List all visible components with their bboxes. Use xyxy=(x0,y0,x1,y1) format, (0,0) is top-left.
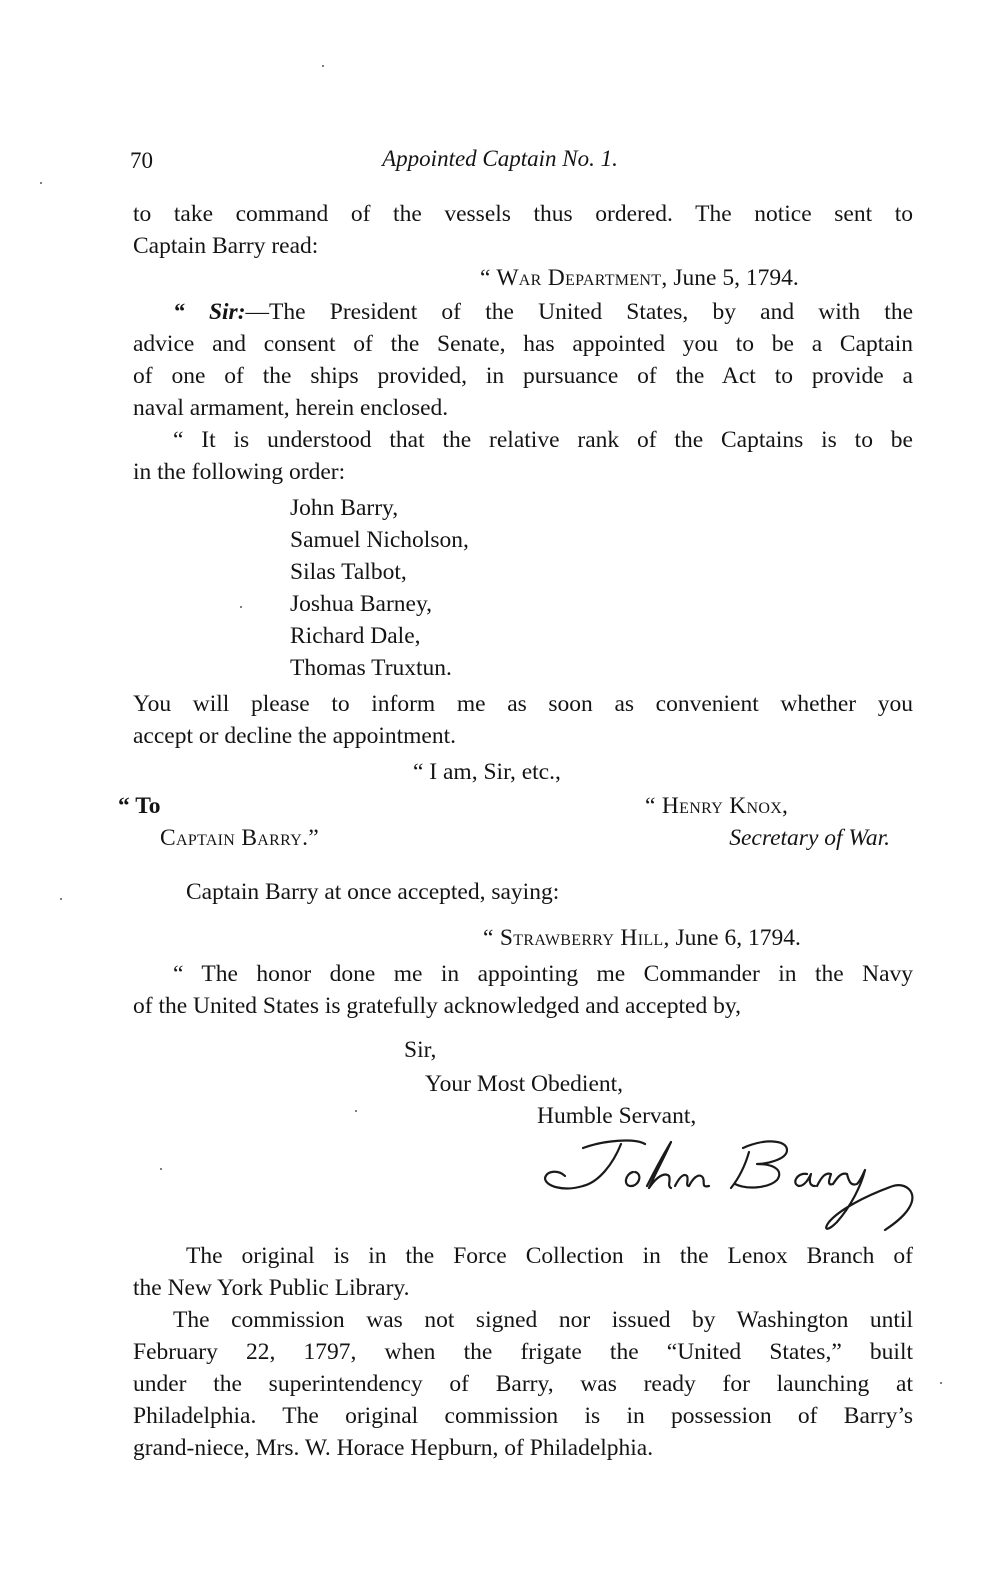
note2-line-1: The commission was not signed nor issued by Washington until xyxy=(173,1307,913,1333)
john-barry-signature xyxy=(525,1130,925,1245)
captain-list-item: Silas Talbot, xyxy=(290,559,407,585)
letter1-dateline-place: War Department, xyxy=(496,265,668,291)
reply-body-line-1: “ The honor done me in appointing me Commander in the Navy xyxy=(173,961,913,987)
reply-closing-2: Humble Servant, xyxy=(537,1103,697,1129)
valediction: “ I am, Sir, etc., xyxy=(413,759,561,785)
scan-speck xyxy=(60,898,62,900)
running-title: Appointed Captain No. 1. xyxy=(382,146,618,171)
scan-speck xyxy=(322,65,324,67)
reply-dateline-place: “ Strawberry Hill, xyxy=(483,925,670,951)
letter1-dateline: “ War Department, June 5, 1794. xyxy=(480,265,799,291)
intro-line-2: Captain Barry read: xyxy=(133,233,319,259)
letter1-body-line-3: of one of the ships provided, in pursuance of the Act to provide a xyxy=(133,363,913,389)
page-number: 70 xyxy=(130,148,153,173)
reply-closing-1: Your Most Obedient, xyxy=(425,1071,624,1097)
reply-dateline-date: June 6, 1794. xyxy=(675,925,801,951)
closing-line-2: accept or decline the appointment. xyxy=(133,723,456,749)
note2-line-2: February 22, 1797, when the frigate the “United States,” built xyxy=(133,1339,913,1365)
signer-title: Secretary of War. xyxy=(729,825,890,851)
captain-list-item: Samuel Nicholson, xyxy=(290,527,469,553)
letter1-body-line-4: naval armament, herein enclosed. xyxy=(133,395,449,421)
intro-line-1: to take command of the vessels thus ordered. The notice sent to xyxy=(133,201,913,227)
note2-line-5: grand-niece, Mrs. W. Horace Hepburn, of Philadelphia. xyxy=(133,1435,654,1461)
scan-speck xyxy=(355,1110,357,1112)
note2-line-3: under the superintendency of Barry, was ready for launching at xyxy=(133,1371,913,1397)
closing-line-1: You will please to inform me as soon as convenient whether you xyxy=(133,691,913,717)
reply-intro: Captain Barry at once accepted, saying: xyxy=(186,879,560,905)
scan-speck xyxy=(160,1168,162,1170)
rank-line-2: in the following order: xyxy=(133,459,346,485)
reply-dateline xyxy=(483,922,903,954)
letter1-body-line-1: “ Sir:—The President of the United States, by and with the xyxy=(173,299,913,325)
note1-line-1: The original is in the Force Collection in the Lenox Branch of xyxy=(186,1243,913,1269)
reply-body-line-2: of the United States is gratefully acknowledged and accepted by, xyxy=(133,993,741,1019)
letter1-dateline-date: June 5, 1794. xyxy=(673,265,799,291)
to-name: Captain Barry.” xyxy=(160,825,319,851)
scan-speck xyxy=(40,182,42,184)
letter1-body-text-1: —The President of the United States, by and with the xyxy=(245,299,913,325)
to-label: “ To xyxy=(118,793,161,819)
signer-name: “ Henry Knox, xyxy=(645,793,789,819)
note1-line-2: the New York Public Library. xyxy=(133,1275,410,1301)
reply-salutation: Sir, xyxy=(404,1037,437,1063)
rank-line-1: “ It is understood that the relative rank of the Captains is to be xyxy=(173,427,913,453)
captain-list-item: Richard Dale, xyxy=(290,623,421,649)
captain-list-item: John Barry, xyxy=(290,495,399,521)
letter1-body-line-2: advice and consent of the Senate, has appointed you to be a Captain xyxy=(133,331,913,357)
letter1-salutation: Sir: xyxy=(208,299,246,325)
scan-speck xyxy=(940,1382,942,1384)
captain-list-item: Joshua Barney, xyxy=(290,591,433,617)
scan-speck xyxy=(240,606,242,608)
captain-list-item: Thomas Truxtun. xyxy=(290,655,452,681)
note2-line-4: Philadelphia. The original commission is in possession of Barry’s xyxy=(133,1403,913,1429)
